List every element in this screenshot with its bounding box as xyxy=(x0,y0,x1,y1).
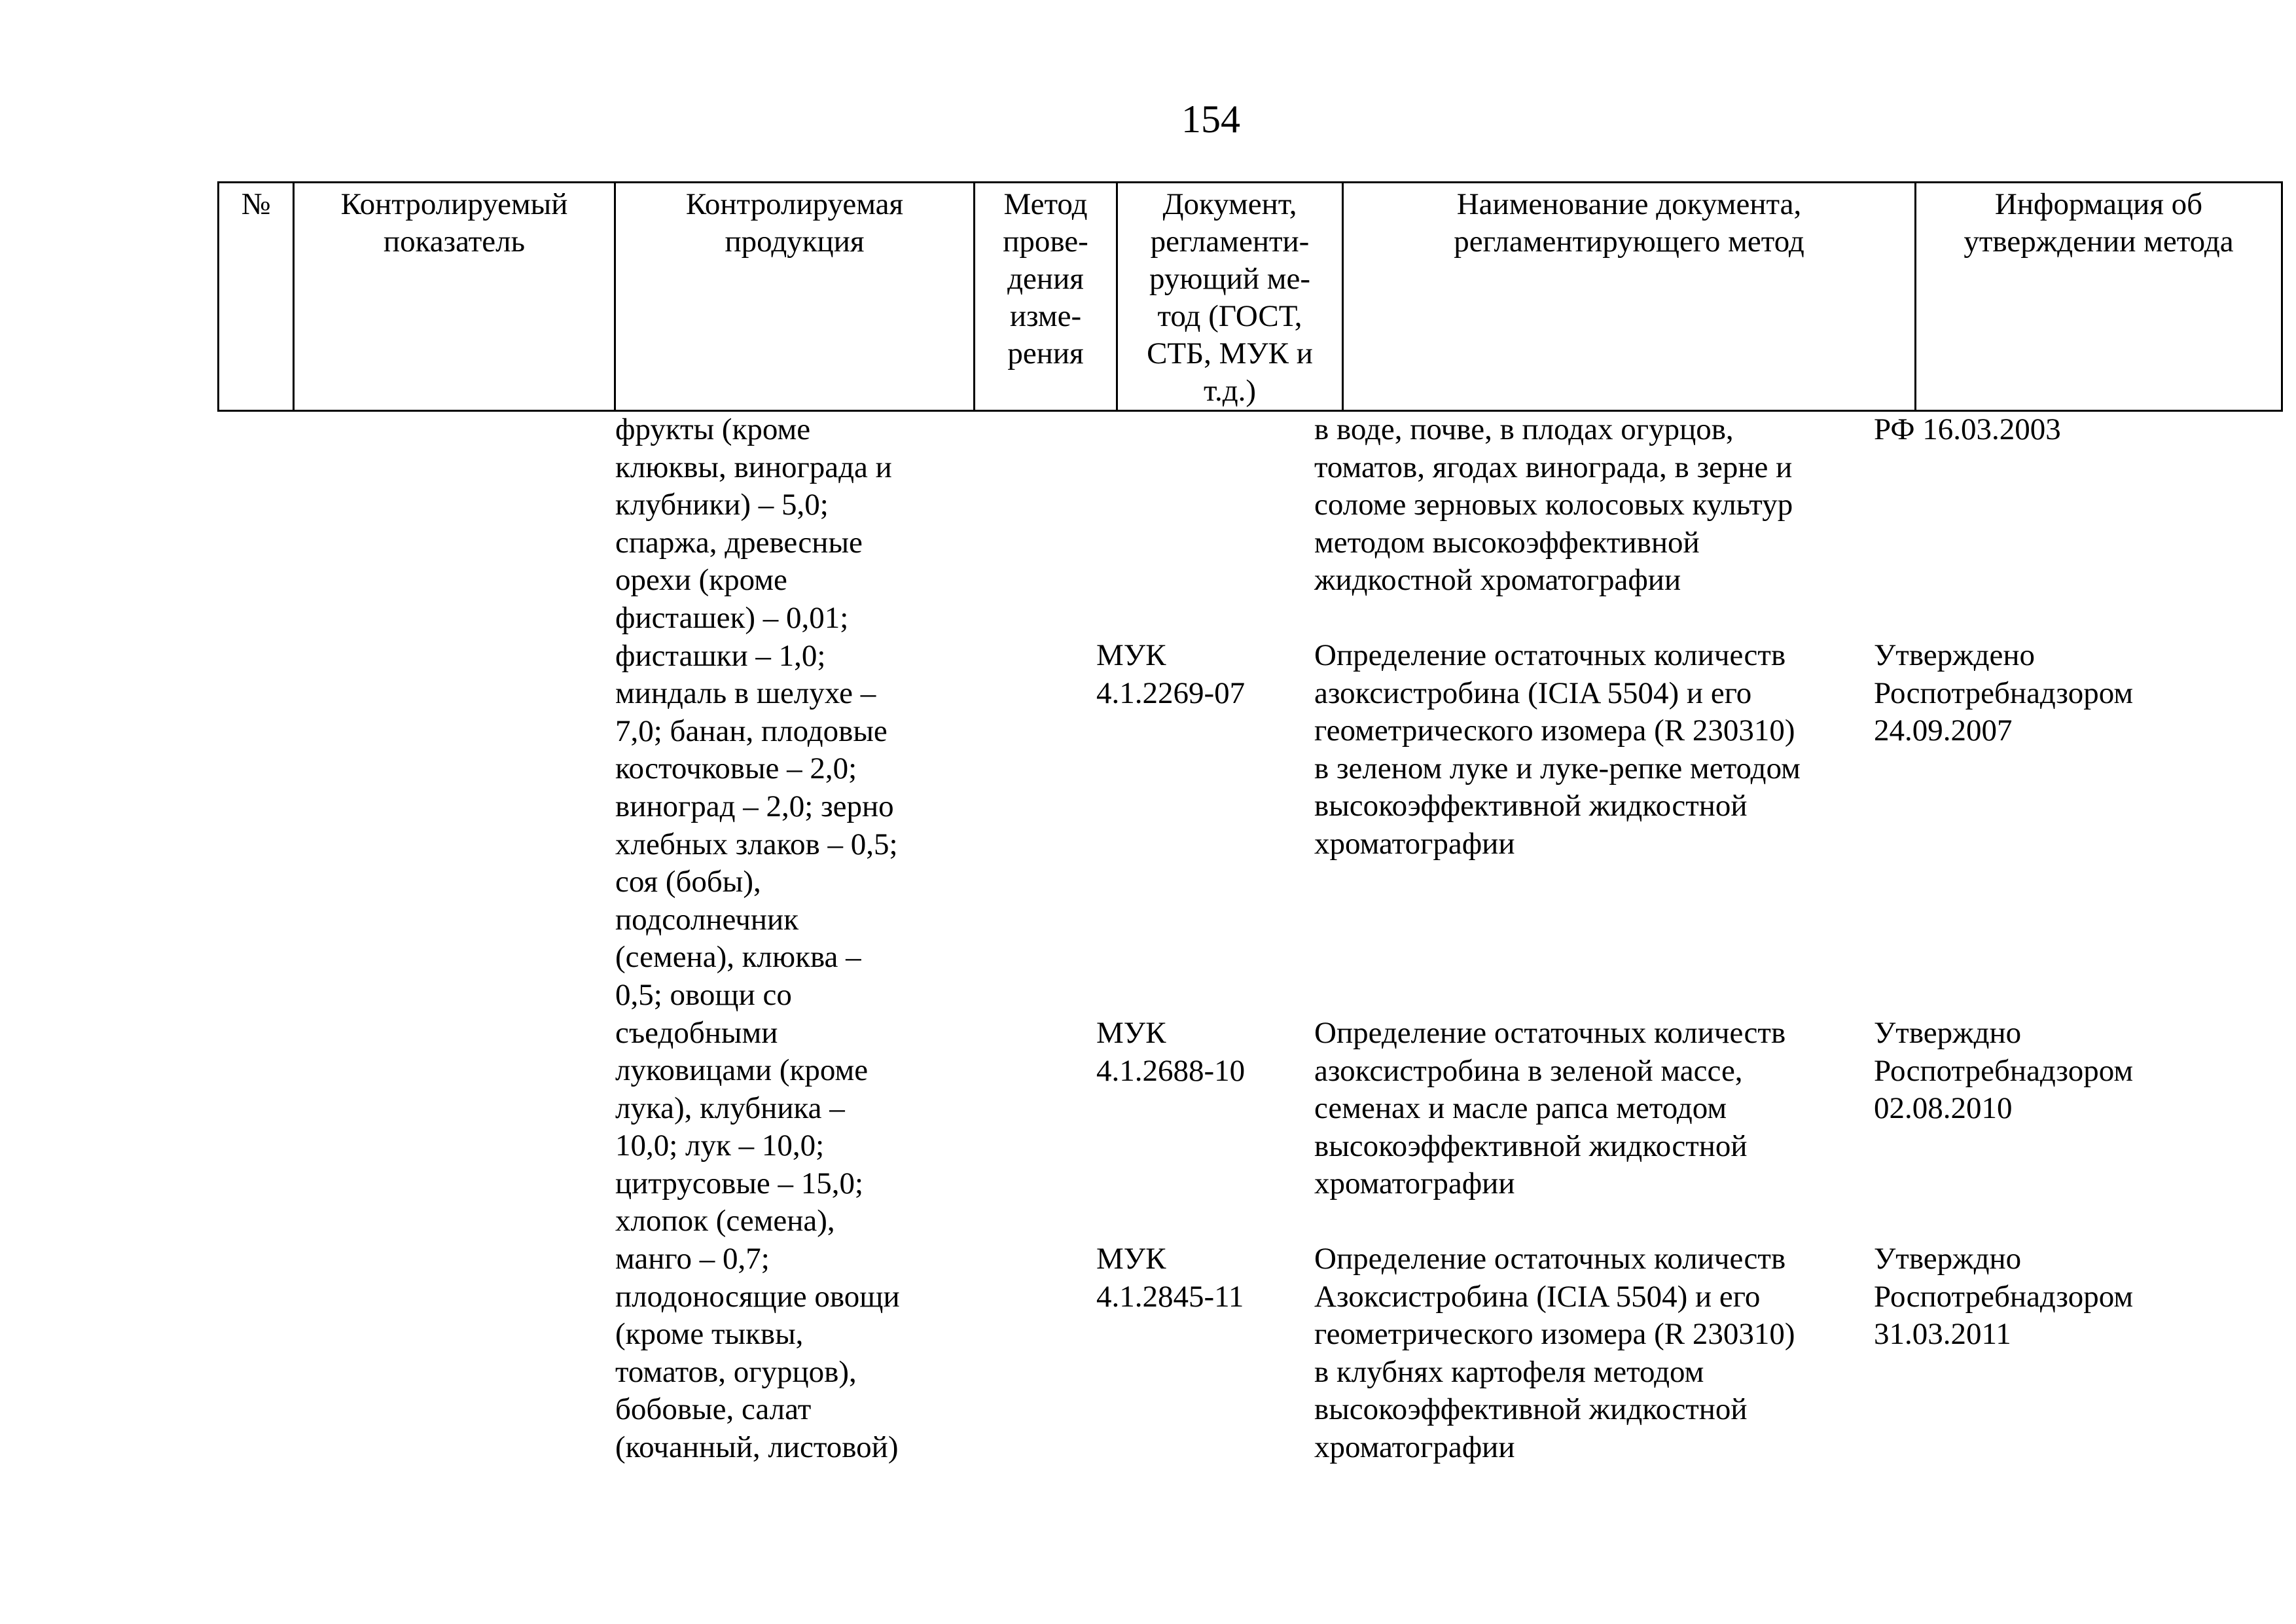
text-line: семенах и масле рапса методом xyxy=(1314,1091,1727,1126)
text-line: соя (бобы), xyxy=(615,865,761,899)
text-line: МУК xyxy=(1096,1016,1166,1050)
page-number: 154 xyxy=(1181,98,1240,141)
text-line: жидкостной хроматографии xyxy=(1314,563,1681,598)
text-line: МУК xyxy=(1096,1242,1166,1276)
text-line: т.д.) xyxy=(1203,374,1257,408)
text-line: 10,0; лук – 10,0; xyxy=(615,1128,825,1163)
text-line: 4.1.2845-11 xyxy=(1096,1279,1244,1314)
row2-document xyxy=(1096,637,1245,712)
text-line: (семена), клюква – xyxy=(615,940,861,975)
text-line: высокоэффективной жидкостной xyxy=(1314,789,1748,823)
text-line: фрукты (кроме xyxy=(615,412,811,446)
text-line: луковицами (кроме xyxy=(615,1053,869,1088)
text-line: регламенти- xyxy=(1150,225,1310,259)
text-line: высокоэффективной жидкостной xyxy=(1314,1128,1748,1163)
row4-document-name xyxy=(1314,1240,1795,1467)
text-line: томатов, ягодах винограда, в зерне и xyxy=(1314,450,1793,484)
text-line: методом высокоэффективной xyxy=(1314,525,1700,560)
text-line: цитрусовые – 15,0; xyxy=(615,1166,864,1200)
text-line: изме- xyxy=(1009,299,1082,333)
text-line: косточковые – 2,0; xyxy=(615,751,857,786)
text-line: манго – 0,7; xyxy=(615,1242,770,1276)
text-line: тод (ГОСТ, xyxy=(1157,299,1302,333)
text-line: РФ 16.03.2003 xyxy=(1874,412,2061,446)
text-line: хлебных злаков – 0,5; xyxy=(615,827,898,861)
text-line: Роспотребнадзором xyxy=(1874,1279,2134,1314)
text-line: геометрического изомера (R 230310) xyxy=(1314,713,1795,748)
text-line: съедобными xyxy=(615,1015,778,1050)
text-line: утверждении метода xyxy=(1964,225,2234,259)
text-line: фисташек) – 0,01; xyxy=(615,600,849,635)
header-cell-number xyxy=(219,183,294,411)
text-line: плодоносящие овощи xyxy=(615,1279,900,1314)
text-line: регламентирующего метод xyxy=(1454,225,1804,259)
text-line: (кочанный, листовой) xyxy=(615,1430,899,1465)
table-header xyxy=(217,181,2283,412)
row3-document xyxy=(1096,1015,1245,1090)
text-line: Информация об xyxy=(1994,187,2203,221)
row2-approval xyxy=(1874,637,2133,750)
text-line: показатель xyxy=(383,225,526,259)
text-line: Контролируемая xyxy=(685,187,904,221)
text-line: Определение остаточных количеств xyxy=(1314,1016,1786,1050)
text-line: хроматографии xyxy=(1314,1166,1515,1201)
text-line: Роспотребнадзором xyxy=(1874,676,2134,710)
text-line: бобовые, салат xyxy=(615,1392,812,1427)
text-line: № xyxy=(241,187,271,221)
text-line: в воде, почве, в плодах огурцов, xyxy=(1314,412,1734,446)
header-cell-method xyxy=(975,183,1117,411)
text-line: Утверждно xyxy=(1874,1242,2022,1276)
text-line: хроматографии xyxy=(1314,1430,1515,1464)
text-line: дения xyxy=(1007,262,1084,296)
row3-document-name xyxy=(1314,1015,1785,1203)
text-line: виноград – 2,0; зерно xyxy=(615,789,894,823)
text-line: клубники) – 5,0; xyxy=(615,488,829,522)
text-line: Утверждено xyxy=(1874,638,2035,672)
product-text xyxy=(615,411,900,1467)
row4-approval xyxy=(1874,1240,2133,1354)
text-line: 31.03.2011 xyxy=(1874,1317,2011,1352)
row2-document-name xyxy=(1314,637,1801,863)
header-cell-approval xyxy=(1916,183,2282,411)
text-line: хлопок (семена), xyxy=(615,1204,835,1238)
text-line: СТБ, МУК и xyxy=(1147,336,1313,370)
header-cell-document xyxy=(1117,183,1343,411)
text-line: (кроме тыквы, xyxy=(615,1317,804,1352)
text-line: Утверждно xyxy=(1874,1016,2022,1050)
text-line: геометрического изомера (R 230310) xyxy=(1314,1317,1795,1352)
header-cell-indicator xyxy=(294,183,615,411)
text-line: Контролируемый xyxy=(340,187,568,221)
text-line: соломе зерновых колосовых культур xyxy=(1314,488,1793,522)
text-line: Документ, xyxy=(1162,187,1297,221)
text-line: подсолнечник xyxy=(615,902,799,937)
text-line: рения xyxy=(1007,336,1084,370)
header-cell-product xyxy=(615,183,975,411)
text-line: в клубнях картофеля методом xyxy=(1314,1354,1704,1389)
row4-document xyxy=(1096,1240,1244,1316)
text-line: продукция xyxy=(725,225,865,259)
text-line: 02.08.2010 xyxy=(1874,1091,2013,1126)
header-cell-document-name xyxy=(1343,183,1916,411)
text-line: прове- xyxy=(1003,225,1088,259)
text-line: лука), клубника – xyxy=(615,1091,845,1125)
row1-approval xyxy=(1874,411,2061,449)
text-line: миндаль в шелухе – xyxy=(615,676,876,711)
text-line: хроматографии xyxy=(1314,826,1515,861)
text-line: спаржа, древесные xyxy=(615,525,863,560)
row1-document-name xyxy=(1314,411,1793,600)
text-line: 4.1.2688-10 xyxy=(1096,1053,1246,1088)
text-line: клюквы, винограда и xyxy=(615,450,892,484)
text-line: Определение остаточных количеств xyxy=(1314,638,1786,672)
text-line: томатов, огурцов), xyxy=(615,1354,857,1389)
text-line: рующий ме- xyxy=(1149,262,1310,296)
text-line: 7,0; банан, плодовые xyxy=(615,713,888,748)
text-line: высокоэффективной жидкостной xyxy=(1314,1392,1748,1427)
text-line: азоксистробина в зеленой массе, xyxy=(1314,1053,1743,1088)
text-line: 0,5; овощи со xyxy=(615,977,792,1012)
text-line: 24.09.2007 xyxy=(1874,713,2013,748)
text-line: азоксистробина (ICIA 5504) и его xyxy=(1314,676,1752,710)
text-line: Определение остаточных количеств xyxy=(1314,1242,1786,1276)
text-line: 4.1.2269-07 xyxy=(1096,676,1246,710)
text-line: Роспотребнадзором xyxy=(1874,1053,2134,1088)
text-line: Азоксистробина (ICIA 5504) и его xyxy=(1314,1279,1761,1314)
text-line: орехи (кроме xyxy=(615,563,787,598)
text-line: Наименование документа, xyxy=(1456,187,1802,221)
text-line: МУК xyxy=(1096,638,1166,672)
row3-approval xyxy=(1874,1015,2133,1128)
text-line: в зеленом луке и луке-репке методом xyxy=(1314,751,1801,785)
text-line: Метод xyxy=(1003,187,1088,221)
table-header-row xyxy=(219,183,2282,411)
text-line: фисташки – 1,0; xyxy=(615,638,826,673)
